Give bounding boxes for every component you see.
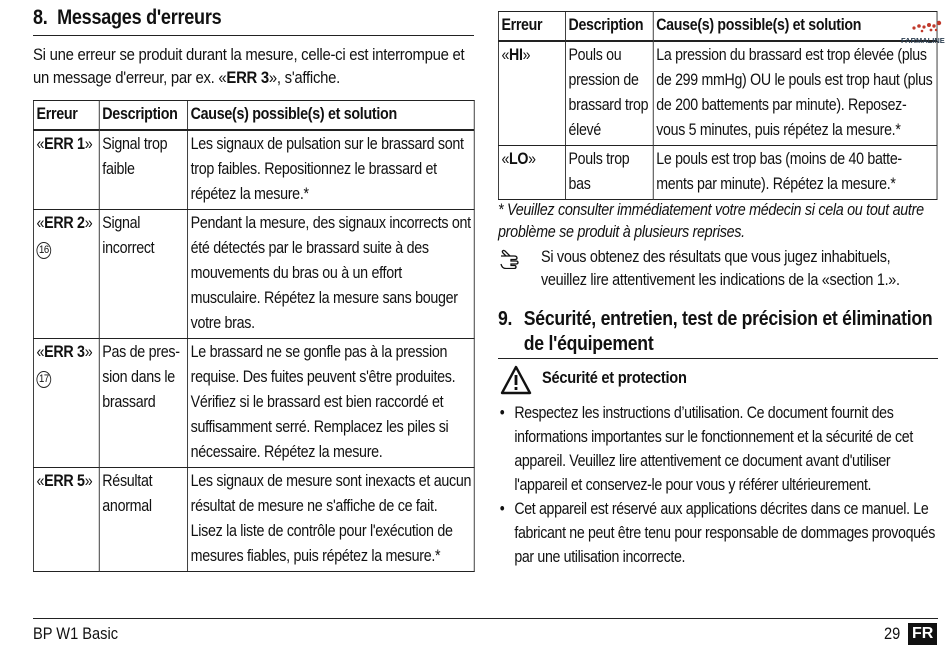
pointing-hand-icon (500, 249, 526, 269)
error-code-cell: «ERR 1» (33, 130, 99, 210)
list-item: • Respectez les instructions d’utilisation. Ce document fournit des informations importantes sur le fonctionnement et la sécurité de cet appareil. Veuillez lire attentivement ce document avant d'utiliser l'appareil et conservez-le pour vous y référer ultérieurement. (498, 401, 940, 497)
col-header-cause: Cause(s) possible(s) et solution (653, 12, 937, 42)
reference-number-badge: 16 (36, 242, 51, 259)
error-code-cell: «LO» (498, 146, 565, 200)
footer-product-name: BP W1 Basic (33, 624, 119, 643)
col-header-description: Description (99, 101, 187, 131)
footer-rule (33, 618, 938, 619)
table-row (498, 146, 937, 200)
section-8-rule (33, 35, 474, 36)
table-row (33, 210, 474, 339)
description-cell: Pouls trop bas (566, 146, 654, 200)
section-9-title: Sécurité, entretien, test de précision et élimination de l'équipement (523, 307, 933, 355)
intro-error-code: ERR 3 (226, 68, 269, 87)
error-table-1-wrapper (33, 100, 475, 572)
warning-triangle-icon (500, 365, 532, 395)
farmaline-logo-mark (900, 18, 948, 46)
col-header-erreur: Erreur (498, 12, 565, 42)
farmaline-logo (900, 18, 948, 46)
table-row (33, 339, 474, 468)
error-code: HI (509, 46, 523, 64)
section-9-rule (498, 358, 938, 359)
footnote: * Veuillez consulter immédiatement votre médecin si cela ou tout autre problème se produit à plusieurs reprises. (498, 201, 924, 241)
col-header-erreur: Erreur (33, 101, 99, 131)
description-cell: Résultat anormal (99, 468, 187, 572)
error-code: ERR 3 (44, 343, 85, 361)
error-code-cell: «HI» (498, 41, 565, 146)
bullet-dot-icon: • (499, 404, 505, 422)
error-code: ERR 1 (44, 135, 85, 153)
description-cell: Signal trop faible (99, 130, 187, 210)
footer-page-number: 29 (884, 624, 901, 643)
table-header-row (33, 101, 474, 131)
section-9-heading (498, 306, 945, 356)
description-cell: Pouls ou pression de brassard trop élevé (566, 41, 654, 146)
table-row (498, 41, 937, 146)
error-table-1 (33, 100, 475, 572)
list-item: • Cet appareil est réservé aux applications décrites dans ce manuel. Le fabricant ne peut être tenu pour responsable de dommages provoqués par une utilisation incorrecte. (498, 497, 940, 569)
section-8-heading (33, 6, 252, 30)
cause-cell: Les signaux de mesure sont inexacts et aucun résultat de mesure ne s'affiche de ce fait. Lisez la liste de contrôle pour l'exécution de mesures fiables, puis répétez la mesure.* (188, 468, 475, 572)
description-cell: Signal incorrect (99, 210, 187, 339)
description-cell: Pas de pres-sion dans le brassard (99, 339, 187, 468)
logo-wordmark: FARMALINE (901, 36, 945, 45)
cause-cell: Le pouls est trop bas (moins de 40 batte-ments par minute). Répétez la mesure.* (653, 146, 937, 200)
error-code-cell: «ERR 2» 16 (33, 210, 99, 339)
section-8-title: Messages d'erreurs (57, 6, 222, 29)
table-row (33, 468, 474, 572)
section-8-intro: Si une erreur se produit durant la mesure, celle-ci est interrompue et un message d'erreur, par ex. «ERR 3», s'affiche. (33, 45, 465, 87)
language-badge: FR (908, 623, 937, 645)
cause-cell: La pression du brassard est trop élevée (plus de 299 mmHg) OU le pouls est trop haut (plus de 200 battements par minute). Reposez-vous 5 minutes, puis répétez la mesure.* (653, 41, 937, 146)
col-header-cause: Cause(s) possible(s) et solution (188, 101, 475, 131)
error-code-cell: «ERR 5» (33, 468, 99, 572)
table-row (33, 130, 474, 210)
error-code-cell: «ERR 3» 17 (33, 339, 99, 468)
table-header-row (498, 12, 937, 42)
cause-cell: Les signaux de pulsation sur le brassard sont trop faibles. Repositionnez le brassard et répétez la mesure.* (188, 130, 475, 210)
section-8-number: 8. (33, 6, 48, 29)
reference-number-badge: 17 (36, 371, 51, 388)
safety-bullet-list (498, 401, 940, 569)
section-9-subtitle: Sécurité et protection (542, 368, 687, 387)
error-code: ERR 2 (44, 214, 85, 232)
hint-text: Si vous obtenez des résultats que vous jugez inhabituels, veuillez lire attentivement les indications de la «section 1.». (541, 248, 900, 289)
error-table-2 (498, 11, 937, 200)
error-table-2-wrapper (498, 11, 937, 200)
error-code: LO (509, 150, 529, 168)
cause-cell: Pendant la mesure, des signaux incorrects ont été détectés par le brassard suite à des mouvements du bras ou à un effort musculaire. Répétez la mesure sans bouger votre bras. (188, 210, 475, 339)
col-header-description: Description (566, 12, 654, 42)
bullet-dot-icon: • (499, 500, 505, 518)
section-9-number: 9. (498, 307, 513, 330)
cause-cell: Le brassard ne se gonfle pas à la pression requise. Des fuites peuvent s'être produites. Vérifiez si le brassard est bien raccordé et suffisamment serré. Remplacez les piles si nécessaire. Répétez la mesure. (188, 339, 475, 468)
error-code: ERR 5 (44, 472, 85, 490)
